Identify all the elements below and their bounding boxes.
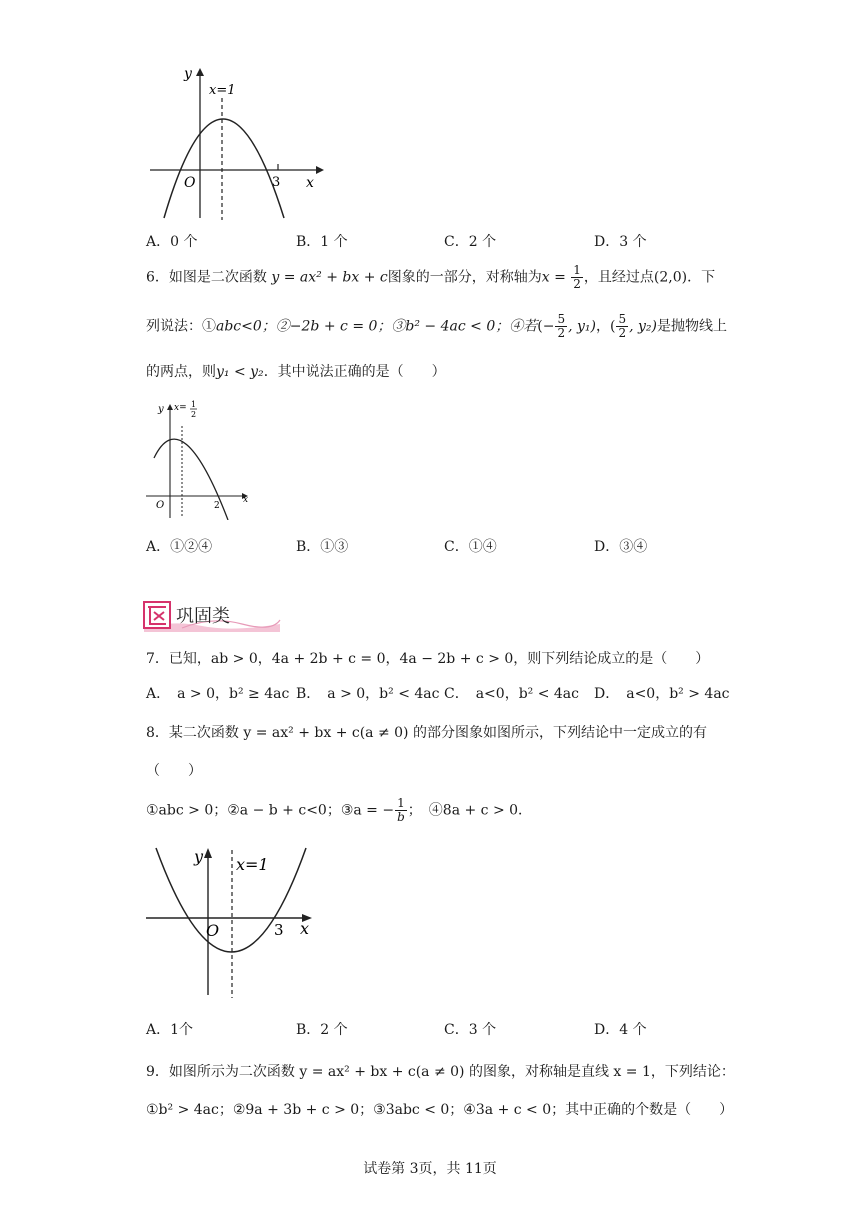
q8-three-label: 3 [274, 921, 284, 939]
q6-text-7: b² − 4ac < 0；④若 [405, 318, 538, 335]
q6-inequality: y₁ < y₂ [216, 364, 264, 380]
q9-question: 9．如图所示为二次函数 y = ax² + bx + c(a ≠ 0) 的图象，对称轴是直线 x = 1，下列结论： [146, 1064, 735, 1080]
q6-point1-b: , y₁) [568, 318, 596, 335]
q8-option-c[interactable]: C．3 个 [444, 1022, 497, 1038]
q6-text-1: 如图是二次函数 [168, 269, 267, 286]
q6-origin-label: O [156, 500, 165, 511]
q6-x-label: x [243, 495, 249, 505]
q6-point2-b: , y₂) [629, 318, 657, 335]
q6-axis-label: x= [174, 403, 187, 413]
q6-text-3: ，且经过点(2,0)．下 [583, 269, 716, 286]
q6-option-a[interactable]: A．①②④ [146, 539, 213, 555]
q5-options [146, 231, 746, 253]
q6-two-label: 2 [214, 501, 220, 511]
q8-statement-1: ①abc > 0；②a − b + c<0；③a = − [146, 802, 395, 819]
q5-option-a[interactable]: A．0 个 [146, 234, 198, 250]
q6-point2-a: ( [609, 318, 616, 335]
q8-parabola-graph [146, 840, 326, 1000]
q8-options [146, 1019, 746, 1041]
q5-y-label: y [184, 66, 192, 82]
q5-option-c[interactable]: C．2 个 [444, 234, 497, 250]
q8-option-b[interactable]: B．2 个 [296, 1022, 348, 1038]
q6-option-c[interactable]: C．①④ [444, 539, 497, 555]
q8-statement-2: ； ④8a + c > 0． [407, 802, 533, 819]
q6-options [146, 536, 746, 558]
q6-text-11: ．其中说法正确的是（ ） [263, 364, 446, 380]
q6-text-10: 的两点，则 [146, 364, 216, 380]
q8-statements [146, 797, 532, 824]
q9-statements: ①b² > 4ac；②9a + 3b + c > 0；③3abc < 0；④3a + c < 0；其中正确的个数是（ ） [146, 1102, 734, 1118]
q6-axis-num: 1 [191, 400, 197, 409]
q6-line-1 [146, 264, 715, 291]
q6-function: y = ax² + bx + c [271, 269, 388, 286]
q6-text-4: 列说法：① [146, 318, 216, 335]
q5-option-b[interactable]: B．1 个 [296, 234, 348, 250]
q6-point1-a: (− [537, 318, 555, 335]
q8-paren: （ ） [146, 763, 202, 779]
q5-x-label: x [306, 175, 314, 191]
q5-option-d[interactable]: D．3 个 [594, 234, 647, 250]
q6-text-5: abc<0；② [216, 318, 290, 335]
page-footer: 试卷第 3页，共 11页 [363, 1161, 497, 1177]
q6-text-2: 图象的一部分，对称轴为 [387, 269, 542, 286]
q8-origin-label: O [206, 921, 220, 940]
q6-line-2 [146, 313, 727, 340]
q6-point2-fraction: $\frac{5}{2}$ [618, 312, 627, 340]
q7-option-a[interactable]: A． a > 0，b² ≥ 4ac [146, 686, 290, 702]
q6-point1-fraction: $\frac{5}{2}$ [557, 312, 566, 340]
q7-option-c[interactable]: C． a<0，b² < 4ac [444, 686, 579, 702]
section-title: 巩固类 [176, 606, 230, 627]
q8-fraction: $\frac{1}{b}$ [397, 796, 405, 824]
q8-y-label: y [194, 847, 204, 866]
q8-question: 8．某二次函数 y = ax² + bx + c(a ≠ 0) 的部分图象如图所示，下列结论中一定成立的有 [146, 725, 707, 741]
q6-option-b[interactable]: B．①③ [296, 539, 349, 555]
q7-option-d[interactable]: D． a<0，b² > 4ac [594, 686, 730, 702]
q6-number: 6． [146, 269, 169, 286]
q7-option-b[interactable]: B． a > 0，b² < 4ac [296, 686, 440, 702]
q8-option-d[interactable]: D．4 个 [594, 1022, 647, 1038]
q6-symmetry: x = [541, 269, 566, 286]
q5-three-label: 3 [272, 175, 281, 190]
q5-parabola-graph [146, 60, 336, 225]
q5-origin-label: O [184, 175, 196, 191]
q6-text-9: 是抛物线上 [656, 318, 727, 335]
q6-half-fraction: $\frac{1}{2}$ [573, 263, 581, 291]
q7-question: 7．已知，ab > 0，4a + 2b + c = 0，4a − 2b + c > 0，则下列结论成立的是（ ） [146, 651, 710, 667]
q8-axis-label: x=1 [236, 855, 269, 874]
q8-x-label: x [300, 919, 310, 938]
q6-parabola-graph [146, 398, 256, 520]
q6-text-8: ， [595, 318, 610, 335]
q5-axis-label: x=1 [209, 83, 236, 98]
q7-options [146, 683, 746, 705]
q8-option-a[interactable]: A．1个 [146, 1022, 194, 1038]
q6-line-3 [146, 361, 446, 381]
q6-text-6: −2b + c = 0；③ [289, 318, 406, 335]
q6-axis-den: 2 [191, 410, 197, 419]
q6-option-d[interactable]: D．③④ [594, 539, 648, 555]
q6-y-label: y [158, 404, 164, 415]
